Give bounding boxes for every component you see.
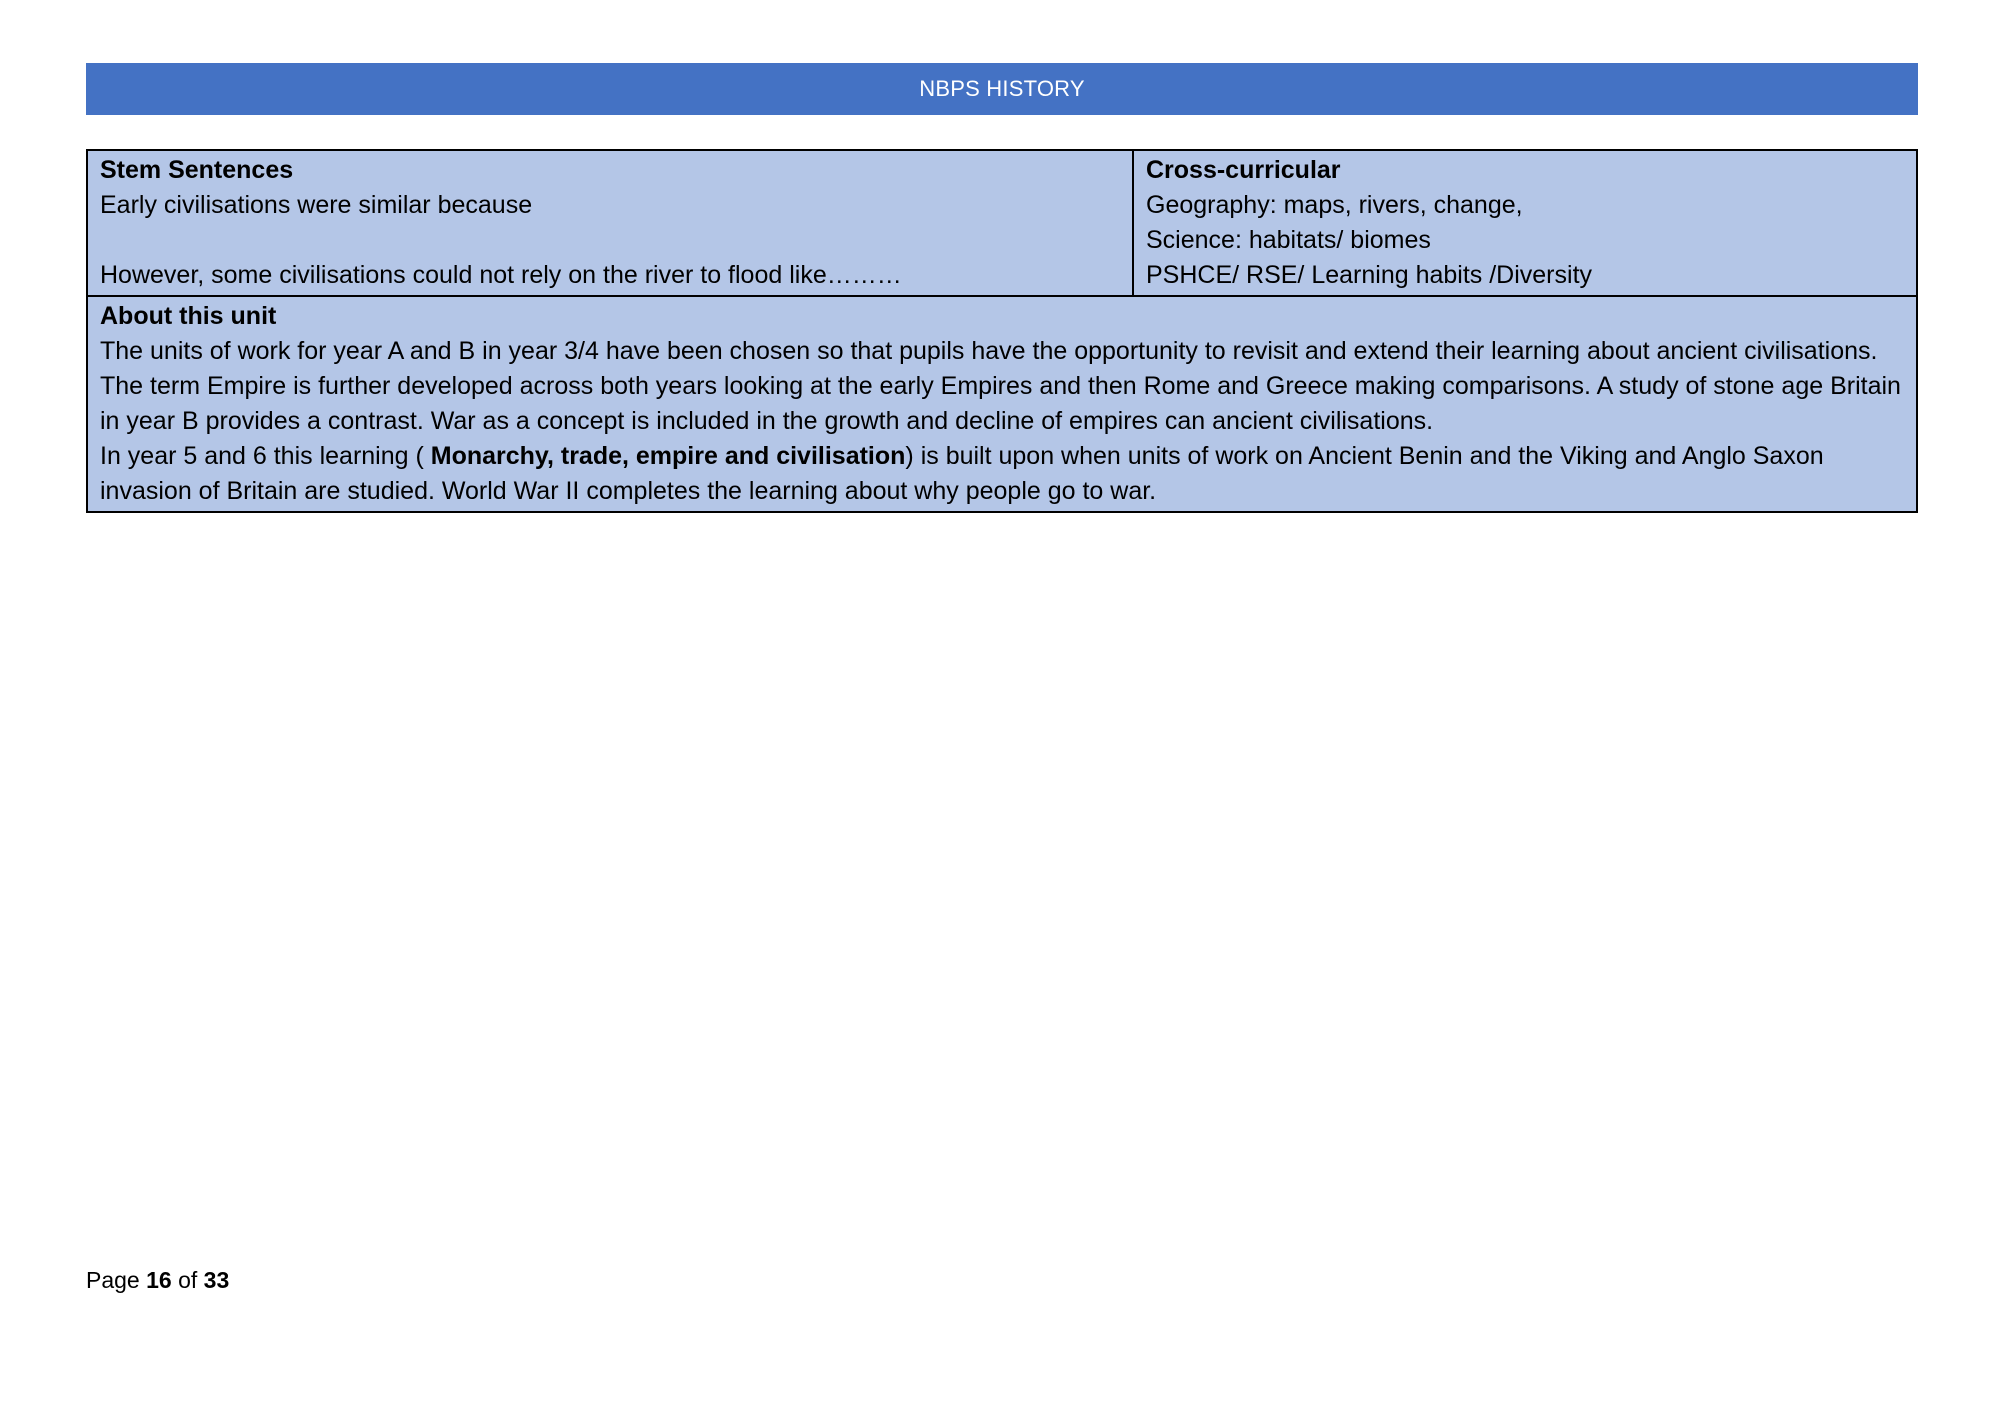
about-unit-paragraph: The units of work for year A and B in year 3/4 have been chosen so that pupils have the opportunity to revisit and extend their learning about ancient civilisations. The term Empire is further developed across both years looking at the early Empires and then Rome and Greece making comparisons. A study of stone age Britain in year B provides a contrast. War as a concept is included in the growth and decline of empires can ancient civilisations. xyxy=(100,337,1901,435)
stem-sentences-heading: Stem Sentences xyxy=(100,156,294,184)
cross-curricular-cell xyxy=(1133,150,1917,296)
about-text-bold: Monarchy, trade, empire and civilisation xyxy=(430,442,906,470)
page-number: 16 xyxy=(146,1267,172,1293)
cross-curricular-line: Science: habitats/ biomes xyxy=(1146,226,1431,254)
of-label: of xyxy=(178,1267,198,1293)
about-unit-paragraph xyxy=(100,439,1904,509)
stem-sentence-line xyxy=(100,223,1120,258)
unit-info-table xyxy=(86,149,1918,513)
cross-curricular-line: PSHCE/ RSE/ Learning habits /Diversity xyxy=(1146,261,1593,289)
cross-curricular-line: Geography: maps, rivers, change, xyxy=(1146,191,1523,219)
page-total: 33 xyxy=(203,1267,230,1293)
header-title: NBPS HISTORY xyxy=(919,76,1085,101)
page-label: Page xyxy=(86,1267,140,1293)
stem-sentences-cell xyxy=(87,150,1133,296)
about-text-after: ) is built upon when units of work on Ancient Benin and the Viking and Anglo Saxon invasion of Britain are studied. World War II completes the learning about why people go to war. xyxy=(100,442,1824,505)
about-text-before: In year 5 and 6 this learning ( xyxy=(100,442,431,470)
page-footer xyxy=(86,1267,229,1294)
about-unit-heading: About this unit xyxy=(100,302,277,330)
cross-curricular-heading: Cross-curricular xyxy=(1146,156,1341,184)
about-unit-cell xyxy=(87,296,1917,512)
table-row xyxy=(87,150,1917,296)
page-header xyxy=(86,63,1918,115)
stem-sentence-line: Early civilisations were similar because xyxy=(100,191,533,219)
stem-sentence-line: However, some civilisations could not rely on the river to flood like……… xyxy=(100,261,902,289)
table-row xyxy=(87,296,1917,512)
